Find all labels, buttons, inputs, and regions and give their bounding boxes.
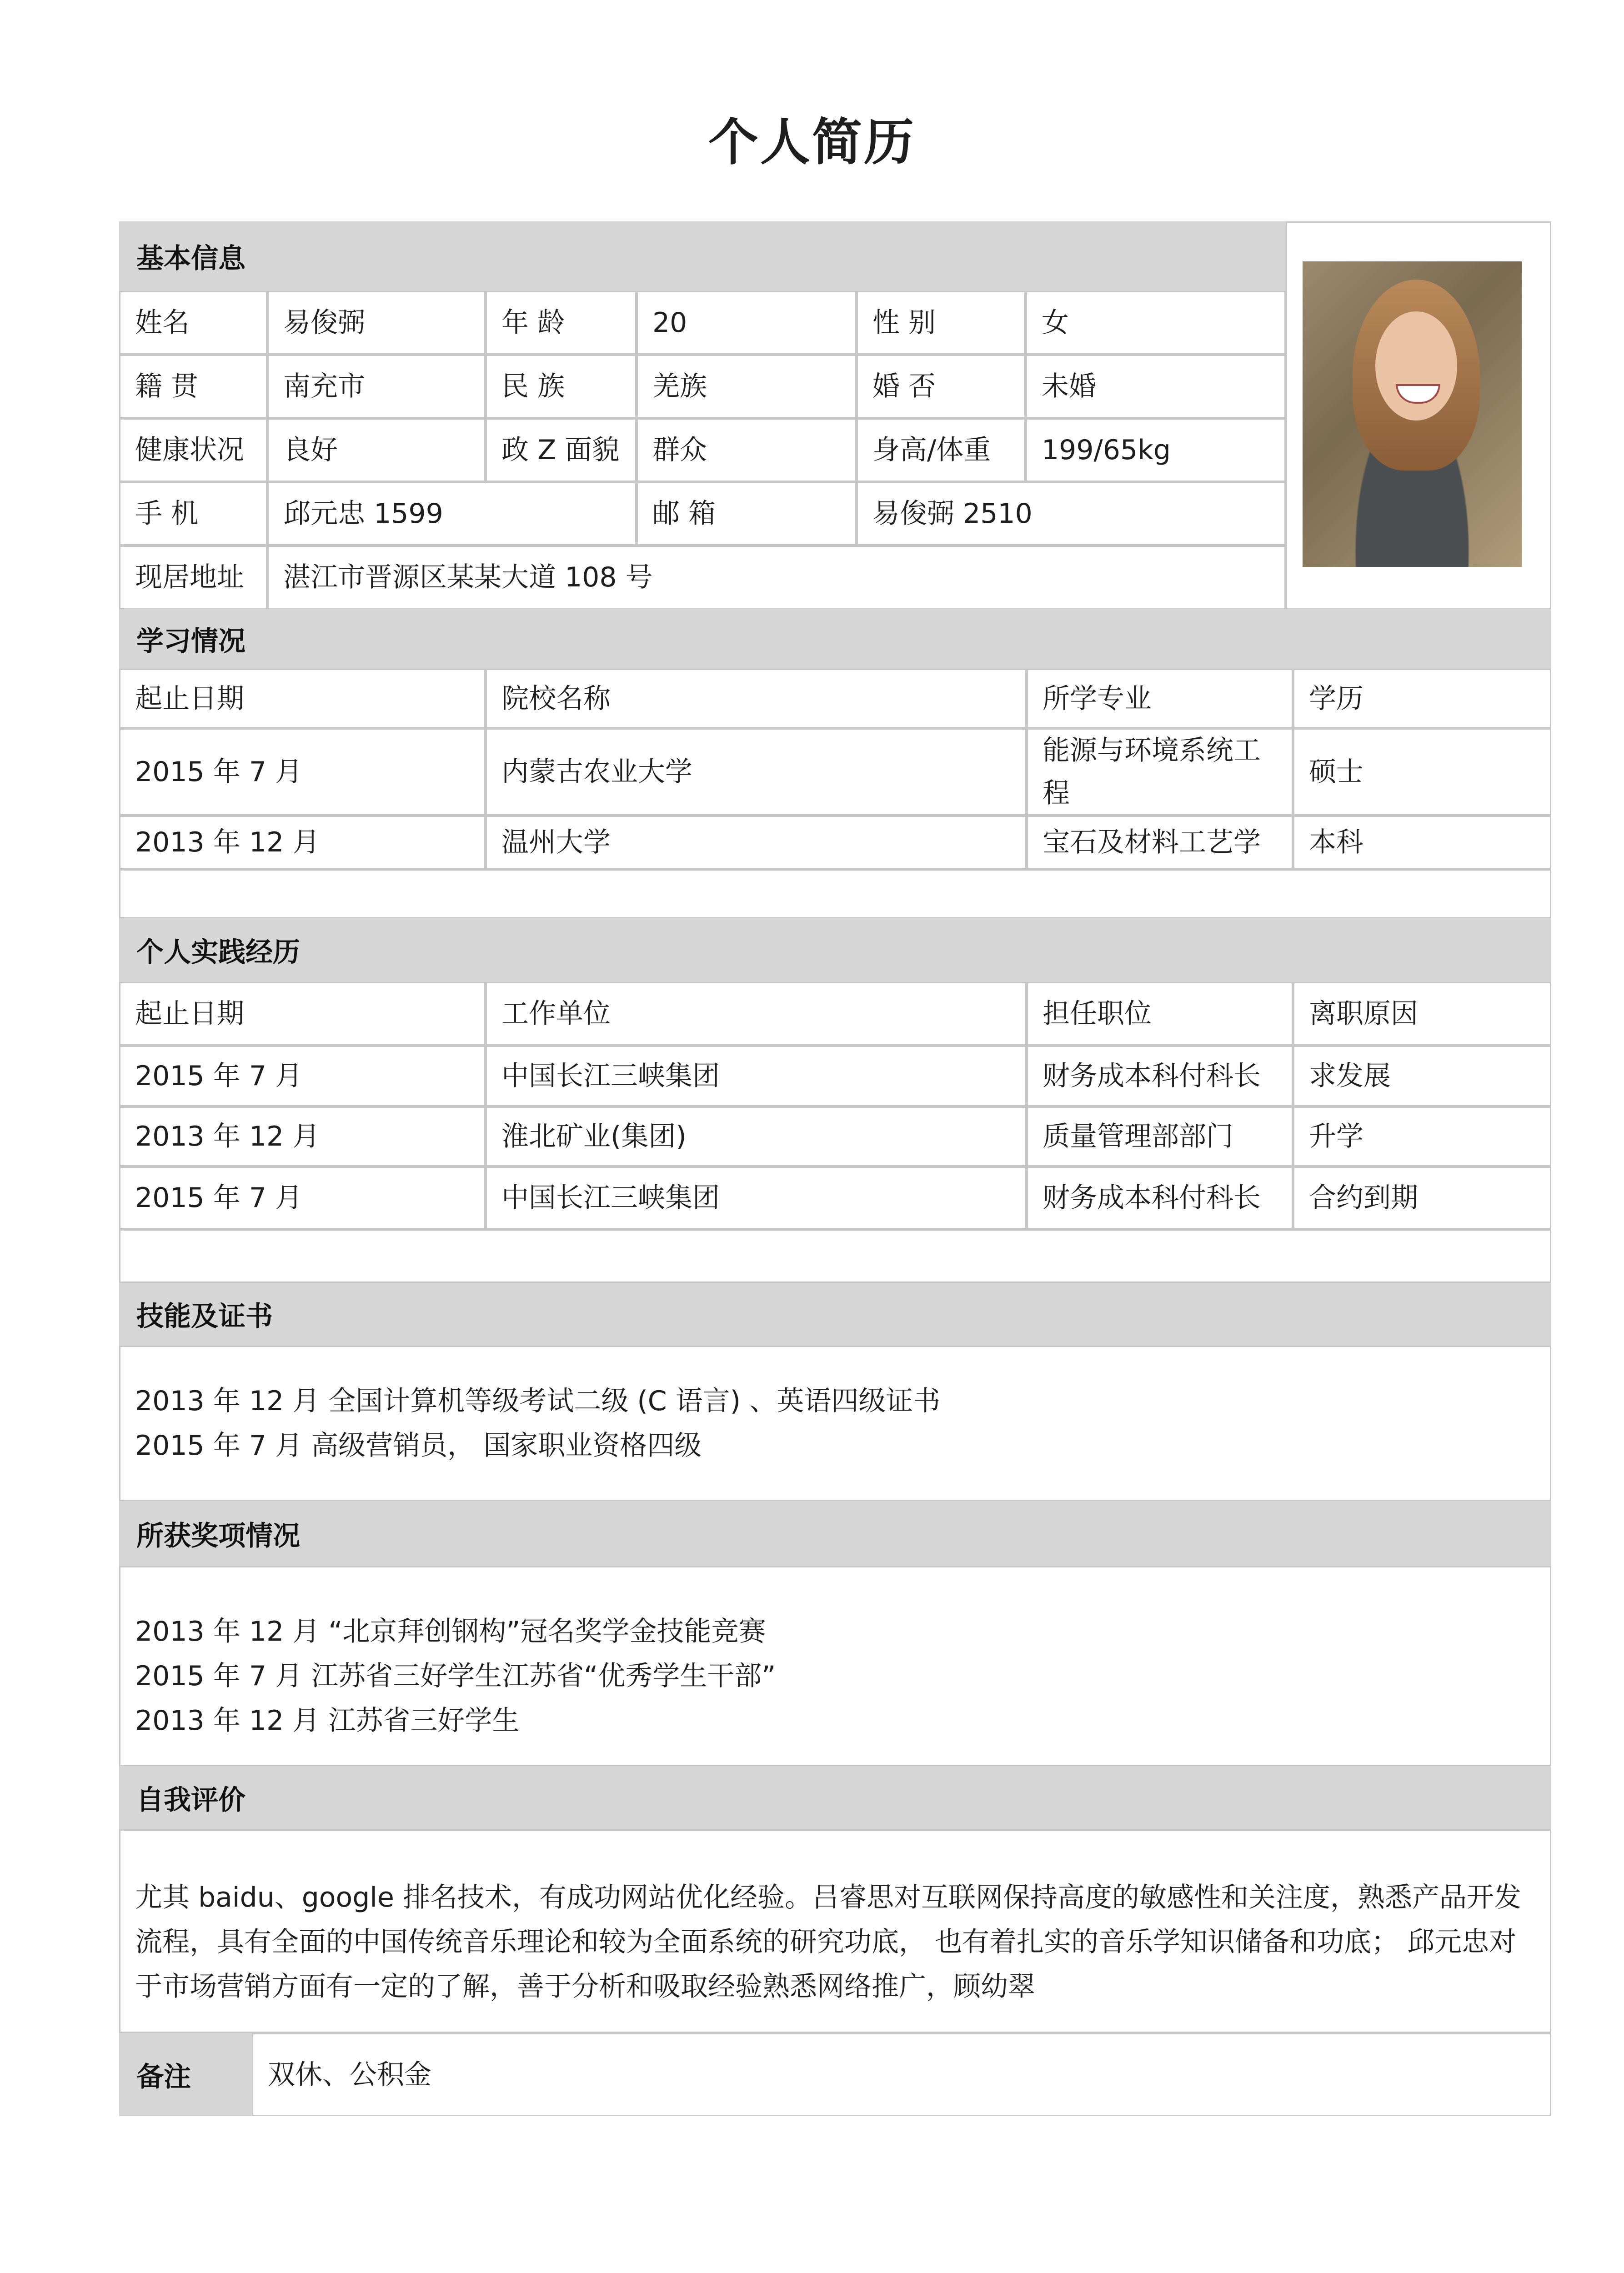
edu-row-2-school: 温州大学 <box>486 816 1027 869</box>
health-value: 良好 <box>267 418 486 482</box>
photo-face <box>1375 311 1457 421</box>
section-header-education: 学习情况 <box>136 625 246 657</box>
marital-label: 婚 否 <box>857 355 1026 418</box>
political-label: 政 Z 面貌 <box>486 418 637 482</box>
edu-row-1-major: 能源与环境系统工程 <box>1027 728 1293 816</box>
awards-line-1: 2013 年 12 月 “北京拜创钢构”冠名奖学金技能竞赛 <box>135 1616 766 1647</box>
political-value: 群众 <box>637 418 857 482</box>
phone-value: 邱元忠 1599 <box>267 482 637 546</box>
height-weight-label: 身高/体重 <box>857 418 1026 482</box>
profile-photo <box>1303 261 1522 567</box>
edu-row-1-date: 2015 年 7 月 <box>119 728 486 816</box>
exp-row-1-date: 2015 年 7 月 <box>119 1046 486 1106</box>
height-weight-value: 199/65kg <box>1026 418 1286 482</box>
email-label: 邮 箱 <box>637 482 857 546</box>
section-header-basic: 基本信息 <box>136 242 246 275</box>
exp-row-3-company: 中国长江三峡集团 <box>486 1167 1027 1229</box>
edu-row-1-school: 内蒙古农业大学 <box>486 728 1027 816</box>
exp-row-3-reason: 合约到期 <box>1293 1167 1551 1229</box>
section-header-skills: 技能及证书 <box>136 1301 273 1332</box>
photo-cell <box>1286 221 1551 609</box>
section-header-awards: 所获奖项情况 <box>136 1520 300 1552</box>
section-header-self-eval: 自我评价 <box>136 1784 246 1816</box>
awards-line-3: 2013 年 12 月 江苏省三好学生 <box>135 1705 520 1737</box>
remarks-value: 双休、公积金 <box>252 2033 1551 2116</box>
edu-col-school: 院校名称 <box>486 669 1027 728</box>
exp-row-2-date: 2013 年 12 月 <box>119 1106 486 1167</box>
exp-row-1-position: 财务成本科付科长 <box>1027 1046 1293 1106</box>
email-value: 易俊弼 2510 <box>857 482 1286 546</box>
exp-row-3-date: 2015 年 7 月 <box>119 1167 486 1229</box>
exp-col-position: 担任职位 <box>1027 982 1293 1046</box>
remarks-label: 备注 <box>136 2061 191 2093</box>
exp-empty-row <box>119 1229 1551 1283</box>
address-value: 湛江市晋源区某某大道 108 号 <box>267 546 1286 609</box>
edu-col-degree: 学历 <box>1293 669 1551 728</box>
age-value: 20 <box>637 291 857 355</box>
self-eval-content <box>119 1829 1551 2033</box>
exp-col-reason: 离职原因 <box>1293 982 1551 1046</box>
exp-col-date: 起止日期 <box>119 982 486 1046</box>
skills-content <box>119 1346 1551 1501</box>
edu-empty-row <box>119 869 1551 918</box>
name-label: 姓名 <box>119 291 267 355</box>
exp-row-2-reason: 升学 <box>1293 1106 1551 1167</box>
exp-row-2-company: 淮北矿业(集团) <box>486 1106 1027 1167</box>
awards-content <box>119 1566 1551 1766</box>
marital-value: 未婚 <box>1026 355 1286 418</box>
origin-label: 籍 贯 <box>119 355 267 418</box>
edu-row-2-date: 2013 年 12 月 <box>119 816 486 869</box>
resume-table <box>119 221 1551 2116</box>
address-label: 现居地址 <box>119 546 267 609</box>
phone-label: 手 机 <box>119 482 267 546</box>
gender-label: 性 别 <box>857 291 1026 355</box>
exp-row-3-position: 财务成本科付科长 <box>1027 1167 1293 1229</box>
skills-line-2: 2015 年 7 月 高级营销员， 国家职业资格四级 <box>135 1430 702 1462</box>
origin-value: 南充市 <box>267 355 486 418</box>
ethnic-value: 羌族 <box>637 355 857 418</box>
edu-row-2-major: 宝石及材料工艺学 <box>1027 816 1293 869</box>
section-header-experience: 个人实践经历 <box>136 936 300 968</box>
exp-row-1-reason: 求发展 <box>1293 1046 1551 1106</box>
name-value: 易俊弼 <box>267 291 486 355</box>
exp-row-2-position: 质量管理部部门 <box>1027 1106 1293 1167</box>
ethnic-label: 民 族 <box>486 355 637 418</box>
edu-row-1-degree: 硕士 <box>1293 728 1551 816</box>
self-eval-text: 尤其 baidu、google 排名技术，有成功网站优化经验。吕睿思对互联网保持高度的敏感性和关注度，熟悉产品开发流程，具有全面的中国传统音乐理论和较为全面系统的研究功底， 也有着扎实的音乐学知识储备和功底； 邱元忠对于市场营销方面有一定的了解，善于分析和吸取经验熟悉网络推广，顾幼翠 <box>135 1882 1521 2003</box>
page-title: 个人简历 <box>708 113 916 171</box>
gender-value: 女 <box>1026 291 1286 355</box>
health-label: 健康状况 <box>119 418 267 482</box>
age-label: 年 龄 <box>486 291 637 355</box>
edu-col-major: 所学专业 <box>1027 669 1293 728</box>
exp-col-company: 工作单位 <box>486 982 1027 1046</box>
awards-line-2: 2015 年 7 月 江苏省三好学生江苏省“优秀学生干部” <box>135 1660 776 1692</box>
edu-col-date: 起止日期 <box>119 669 486 728</box>
exp-row-1-company: 中国长江三峡集团 <box>486 1046 1027 1106</box>
skills-line-1: 2013 年 12 月 全国计算机等级考试二级 (C 语言) 、英语四级证书 <box>135 1385 941 1417</box>
edu-row-2-degree: 本科 <box>1293 816 1551 869</box>
